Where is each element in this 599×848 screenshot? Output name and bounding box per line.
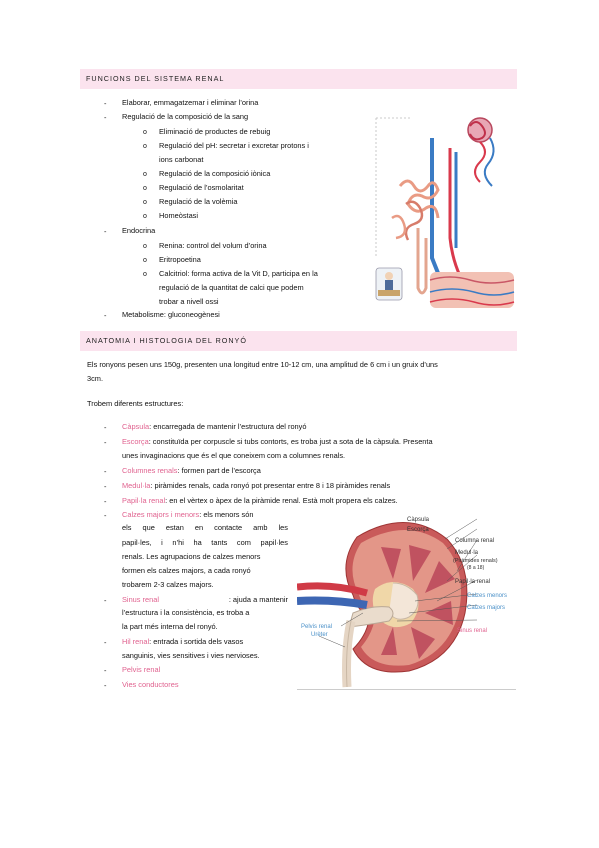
definition: : formen part de l’escorça (177, 466, 261, 475)
label-papilla: Papil·la renal (455, 579, 491, 585)
bullet-dash: - (104, 113, 107, 122)
term: Calzes majors i menors (122, 510, 200, 519)
bullet-dash: - (104, 497, 107, 506)
list-item: Regulació de la composició de la sang (122, 112, 249, 121)
bullet-dash: - (104, 311, 107, 320)
list-item: Vies conductores (122, 680, 179, 689)
bullet-dash: - (104, 511, 107, 520)
bullet-dash: - (104, 596, 107, 605)
bullet-circle: o (143, 213, 147, 220)
list-item-cont: renals. Les agrupacions de calzes menors (122, 552, 261, 561)
definition: : constituïda per corpuscle si tubs contorts, es troba just a sota de la càpsula. Presenta (148, 437, 433, 446)
term: Sinus renal (122, 595, 159, 604)
bullet-dash: - (104, 423, 107, 432)
term: Medul·la (122, 481, 151, 490)
list-item-cont: formen els calzes majors, a cada ronyó (122, 566, 251, 575)
list-item (122, 509, 253, 521)
label-columna-renal: Columna renal (455, 538, 495, 544)
list-item: Endocrina (122, 226, 156, 235)
nephron-illustration (370, 108, 516, 312)
bullet-circle: o (143, 199, 147, 206)
list-subitem: Renina: control del volum d’orina (159, 241, 267, 250)
list-item-cont: els que estan en contacte amb les (122, 523, 288, 532)
term: Càpsula (122, 422, 150, 431)
term: Columnes renals (122, 466, 178, 475)
bullet-circle: o (143, 243, 147, 250)
list-item (122, 436, 433, 448)
list-item-cont: papil·les, i n’hi ha tants com papil·les (122, 538, 288, 547)
list-subitem: Regulació de l’osmolaritat (159, 183, 244, 192)
term: Papil·la renal (122, 496, 166, 505)
list-subitem-cont: ions carbonat (159, 155, 204, 164)
term: Escorça (122, 437, 149, 446)
label-8-18: (8 a 18) (467, 565, 485, 571)
list-item (122, 495, 398, 507)
bullet-circle: o (143, 171, 147, 178)
bullet-dash: - (104, 99, 107, 108)
list-subitem: Eliminació de productes de rebuig (159, 127, 271, 136)
list-item-cont: sanguinis, vies sensitives i vies nervioses. (122, 651, 260, 660)
list-subitem: Calcitriol: forma activa de la Vit D, participa en la (159, 269, 318, 278)
list-subitem: Regulació del pH: secretar i excretar protons i (159, 141, 309, 150)
definition: : en el vèrtex o àpex de la piràmide renal. Està molt propera els calzes. (165, 496, 398, 505)
label-piramides: (Piràmides renals) (453, 558, 498, 564)
bullet-dash: - (104, 467, 107, 476)
label-sinus-renal: Sinus renal (457, 628, 488, 634)
label-ureter: Urèter (311, 632, 328, 638)
definition: : encarregada de mantenir l’estructura del ronyó (149, 422, 307, 431)
definition: : ajuda a mantenir (228, 595, 288, 604)
definition: : piràmides renals, cada ronyó pot presentar entre 8 i 18 piràmides renals (150, 481, 391, 490)
list-item (122, 480, 390, 492)
list-item: Metabolisme: gluconeogènesi (122, 310, 220, 319)
list-item (122, 636, 243, 648)
intro-line: Els ronyons pesen uns 150g, presenten una longitud entre 10-12 cm, una amplitud de 6 cm i un gruix d’uns (87, 360, 438, 369)
list-item (122, 465, 261, 477)
section-heading-anatomia: ANATOMIA I HISTOLOGIA DEL RONYÓ (80, 331, 517, 351)
list-item-cont: la part més interna del ronyó. (122, 622, 218, 631)
list-subitem: Regulació de la composició iònica (159, 169, 271, 178)
list-subitem-cont: trobar a nivell ossi (159, 297, 219, 306)
list-subitem-cont: regulació de la quantitat de calci que podem (159, 283, 304, 292)
kidney-diagram (297, 509, 517, 689)
list-item (122, 594, 288, 606)
definition: : els menors són (199, 510, 254, 519)
label-calzes-majors: Calzes majors (467, 605, 506, 611)
list-subitem: Homeòstasi (159, 211, 199, 220)
structures-intro: Trobem diferents estructures: (87, 399, 184, 408)
bullet-circle: o (143, 271, 147, 278)
figure-divider (297, 689, 516, 690)
bullet-dash: - (104, 227, 107, 236)
intro-line: 3cm. (87, 374, 104, 383)
bullet-circle: o (143, 129, 147, 136)
section-heading-funcions: FUNCIONS DEL SISTEMA RENAL (80, 69, 517, 89)
term: Hil renal (122, 637, 150, 646)
definition: : entrada i sortida dels vasos (149, 637, 244, 646)
list-item-cont: trobarem 2-3 calzes majors. (122, 580, 214, 589)
label-calzes-menors: Calzes menors (467, 593, 508, 599)
label-medulla: Medul·la (455, 550, 479, 556)
bullet-dash: - (104, 482, 107, 491)
list-item-cont: l’estructura i la consistència, es troba a (122, 608, 250, 617)
label-escorca: Escorça (407, 527, 429, 533)
bullet-circle: o (143, 185, 147, 192)
label-capsula: Càpsula (407, 517, 430, 523)
list-subitem: Regulació de la volèmia (159, 197, 238, 206)
list-item: Elaborar, emmagatzemar i eliminar l’orina (122, 98, 259, 107)
list-item: Pelvis renal (122, 665, 161, 674)
bullet-dash: - (104, 681, 107, 690)
bullet-circle: o (143, 143, 147, 150)
bullet-dash: - (104, 638, 107, 647)
bullet-dash: - (104, 666, 107, 675)
bullet-dash: - (104, 438, 107, 447)
list-subitem: Eritropoetina (159, 255, 201, 264)
label-pelvis-renal: Pelvis renal (301, 624, 333, 630)
list-item (122, 421, 306, 433)
bullet-circle: o (143, 257, 147, 264)
list-item-cont: unes invaginacions que és el que coneixem com a columnes renals. (122, 451, 346, 460)
